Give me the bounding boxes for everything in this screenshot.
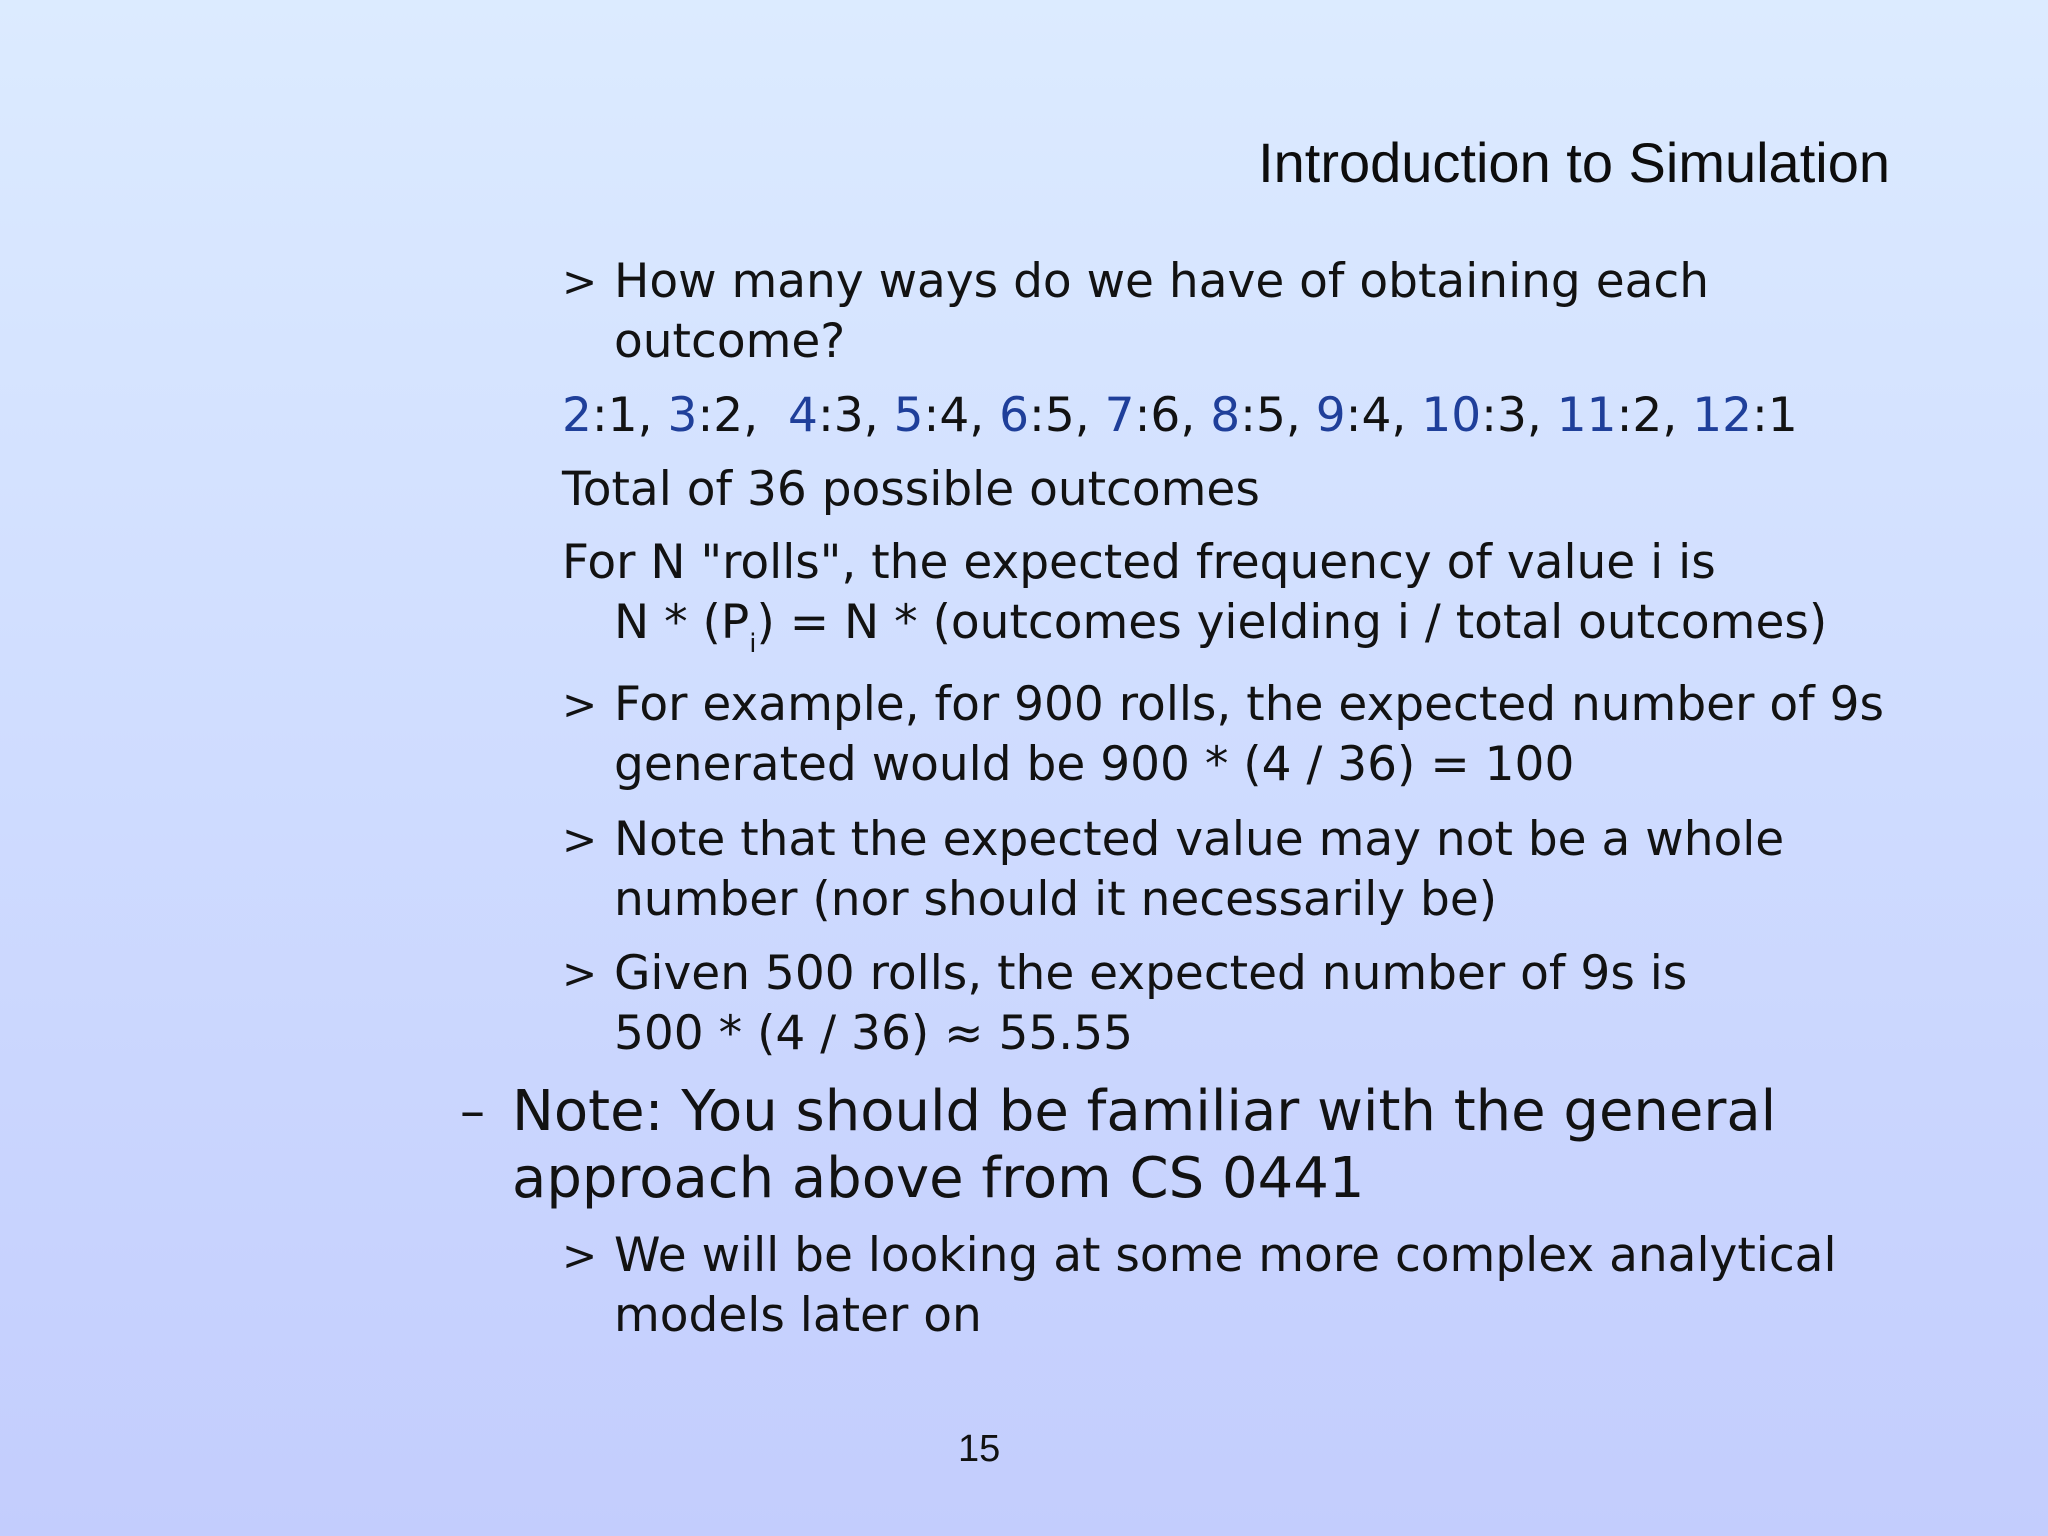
outcome-value: 2	[562, 388, 592, 443]
dash-marker: –	[460, 1082, 485, 1140]
outcome-value: 10	[1421, 388, 1482, 443]
outcome-pair: 5:4	[893, 388, 970, 443]
outcome-pair: 9:4	[1315, 388, 1392, 443]
outcome-pair: 11:2	[1556, 388, 1663, 443]
outcome-value: 4	[788, 388, 818, 443]
bullet-line: We will be looking at some more complex analytical	[614, 1228, 1837, 1283]
outcome-counts: 2:1, 3:2, 4:3, 5:4, 6:5, 7:6, 8:5, 9:4, 10:3, 11:2, 12:1	[562, 388, 1798, 443]
formula-subscript: i	[749, 629, 757, 659]
outcome-count: 5	[1044, 388, 1075, 443]
frequency-formula	[562, 593, 1827, 660]
bullet-line: generated would be 900 * (4 / 36) = 100	[614, 737, 1575, 792]
bullet-line: number (nor should it necessarily be)	[614, 872, 1498, 927]
page-number: 15	[958, 1428, 1001, 1470]
outcome-pair: 7:6	[1104, 388, 1181, 443]
bullet-line: 500 * (4 / 36) ≈ 55.55	[614, 1006, 1133, 1061]
outcome-value: 7	[1104, 388, 1135, 443]
note-line: Note: You should be familiar with the general	[512, 1079, 1777, 1144]
bullet-example-900	[562, 675, 1884, 795]
bullet-line: How many ways do we have of obtaining each	[614, 254, 1710, 309]
bullet-line: outcome?	[614, 314, 846, 369]
outcome-count: 5	[1255, 388, 1286, 443]
bullet-line: Note that the expected value may not be a whole	[614, 812, 1785, 867]
note-line: approach above from CS 0441	[512, 1146, 1365, 1211]
bullet-line: Given 500 rolls, the expected number of 9s is	[614, 946, 1688, 1001]
outcome-value: 3	[667, 388, 698, 443]
outcome-count: 1	[1767, 388, 1798, 443]
outcome-count: 2	[1632, 388, 1663, 443]
outcome-count: 2	[713, 388, 744, 443]
outcome-value: 5	[893, 388, 924, 443]
outcome-count: 1	[607, 388, 638, 443]
slide-title: Introduction to Simulation	[1258, 131, 1890, 194]
bullet-line: For example, for 900 rolls, the expected number of 9s	[614, 677, 1884, 732]
outcome-pair: 8:5	[1210, 388, 1286, 443]
outcome-pair: 10:3	[1421, 388, 1527, 443]
bullet-marker: >	[562, 815, 598, 864]
formula-part: ) = N * (outcomes yielding i / total outcomes)	[756, 595, 1828, 650]
outcome-value: 12	[1692, 388, 1753, 443]
bullet-line: models later on	[614, 1288, 982, 1343]
bullet-marker: >	[562, 257, 598, 306]
expected-frequency	[562, 533, 1827, 660]
outcome-value: 8	[1210, 388, 1241, 443]
outcome-pair: 3:2	[667, 388, 744, 443]
outcome-count: 3	[833, 388, 864, 443]
bullet-500-rolls	[562, 944, 1687, 1064]
outcome-count: 6	[1150, 388, 1181, 443]
outcome-value: 6	[999, 388, 1030, 443]
bullet-marker: >	[562, 1231, 598, 1280]
frequency-line-1: For N "rolls", the expected frequency of value i is	[562, 535, 1716, 590]
total-outcomes: Total of 36 possible outcomes	[562, 462, 1260, 517]
outcome-pair: 2:1	[562, 388, 638, 443]
bullet-analytical-models	[562, 1226, 1837, 1346]
outcome-pair: 4:3	[788, 388, 864, 443]
bullet-marker: >	[562, 949, 598, 998]
outcome-count: 4	[1361, 388, 1392, 443]
outcome-pair: 12:1	[1692, 388, 1798, 443]
outcome-count: 3	[1496, 388, 1527, 443]
outcome-value: 9	[1315, 388, 1346, 443]
outcome-value: 11	[1556, 388, 1617, 443]
outcome-pair: 6:5	[999, 388, 1075, 443]
formula-part: N * (P	[614, 595, 750, 650]
note-cs0441	[460, 1078, 1776, 1212]
bullet-marker: >	[562, 680, 598, 729]
bullet-whole-number	[562, 810, 1784, 930]
bullet-ways-to-obtain	[562, 252, 1709, 372]
outcome-count: 4	[939, 388, 970, 443]
